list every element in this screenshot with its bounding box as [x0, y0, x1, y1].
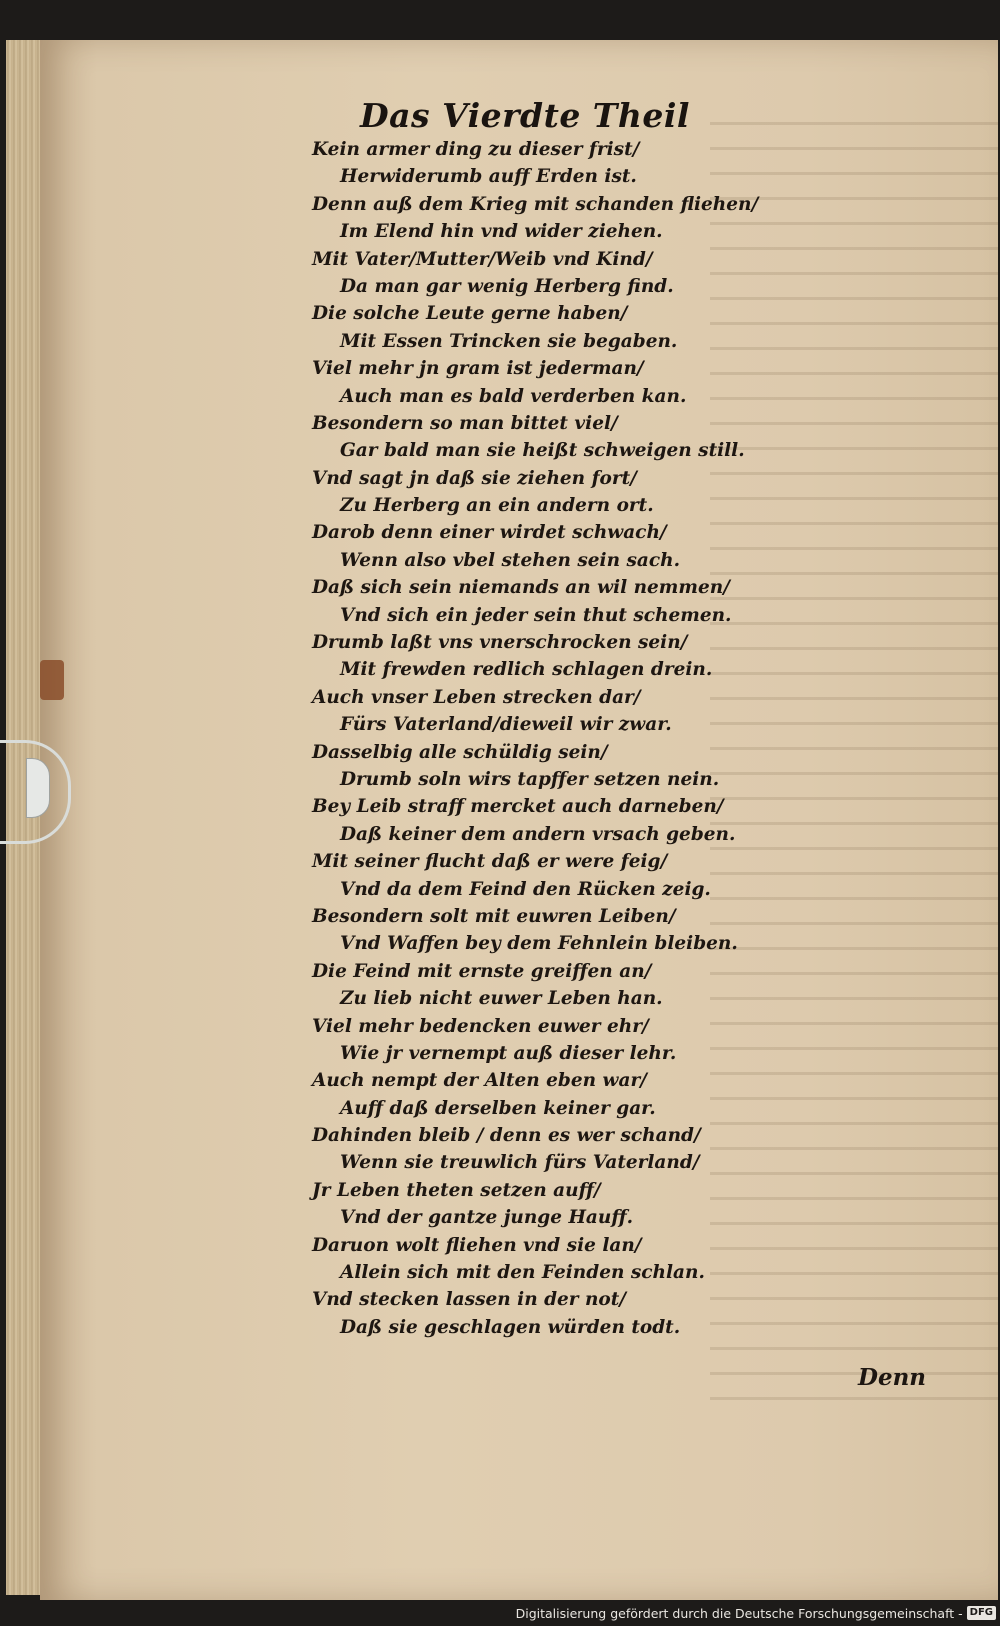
verse-line: Viel mehr jn gram ist jederman/	[312, 358, 644, 380]
verse-line: Auch nempt der Alten eben war/	[312, 1070, 647, 1092]
verse-line: Mit Vater/Mutter/Weib vnd Kind/	[312, 248, 653, 270]
margin-stain	[40, 660, 64, 700]
verse-line: Vnd der gantze junge Hauff.	[340, 1207, 634, 1229]
verse-line: Allein sich mit den Feinden schlan.	[340, 1262, 705, 1284]
verse-line: Denn auß dem Krieg mit schanden fliehen/	[312, 193, 759, 215]
running-head: Das Vierdte Theil	[360, 96, 690, 135]
verse-line: Mit frewden redlich schlagen drein.	[340, 659, 713, 681]
verse-line: Daß sie geschlagen würden todt.	[340, 1316, 681, 1338]
verse-line: Da man gar wenig Herberg find.	[340, 275, 674, 297]
verse-line: Herwiderumb auff Erden ist.	[340, 166, 637, 188]
verse-line: Mit seiner flucht daß er were feig/	[312, 851, 668, 873]
verse-line: Fürs Vaterland/dieweil wir zwar.	[340, 714, 672, 736]
verse-line: Viel mehr bedencken euwer ehr/	[312, 1015, 649, 1037]
verse-block	[312, 136, 759, 1341]
verse-line: Kein armer ding zu dieser frist/	[312, 139, 640, 160]
digitization-footer	[516, 1602, 996, 1624]
catchword: Denn	[858, 1364, 927, 1391]
verse-line: Auch man es bald verderben kan.	[340, 385, 687, 407]
show-through-text	[710, 100, 998, 1400]
dfg-logo-icon: DFG	[967, 1606, 996, 1620]
verse-line: Daruon wolt fliehen vnd sie lan/	[312, 1234, 642, 1256]
verse-line: Besondern solt mit euwren Leiben/	[312, 905, 676, 927]
verse-line: Dahinden bleib / denn es wer schand/	[312, 1125, 701, 1147]
verse-line: Bey Leib straff mercket auch darneben/	[312, 796, 724, 818]
verse-line: Besondern so man bittet viel/	[312, 412, 618, 434]
verse-line: Darob denn einer wirdet schwach/	[312, 522, 667, 544]
funding-credit: Digitalisierung gefördert durch die Deutsche Forschungsgemeinschaft -	[515, 1605, 963, 1621]
verse-line: Vnd sagt jn daß sie ziehen fort/	[312, 467, 637, 489]
verse-line: Auff daß derselben keiner gar.	[340, 1097, 656, 1119]
verse-line: Vnd da dem Feind den Rücken zeig.	[340, 878, 711, 900]
verse-line: Vnd Waffen bey dem Fehnlein bleiben.	[340, 933, 738, 955]
verse-line: Die Feind mit ernste greiffen an/	[312, 960, 652, 982]
verse-line: Dasselbig alle schüldig sein/	[312, 741, 608, 763]
verse-line: Vnd stecken lassen in der not/	[312, 1289, 627, 1311]
verse-line: Wenn sie treuwlich fürs Vaterland/	[340, 1152, 700, 1174]
verse-line: Daß sich sein niemands an wil nemmen/	[312, 577, 730, 599]
verse-line: Zu Herberg an ein andern ort.	[340, 495, 654, 517]
verse-line: Drumb laßt vns vnerschrocken sein/	[312, 632, 688, 654]
verse-line: Daß keiner dem andern vrsach geben.	[340, 823, 736, 845]
verse-line: Zu lieb nicht euwer Leben han.	[340, 988, 663, 1010]
verse-line: Mit Essen Trincken sie begaben.	[340, 330, 678, 352]
verse-line: Gar bald man sie heißt schweigen still.	[340, 440, 745, 462]
verse-line: Vnd sich ein jeder sein thut schemen.	[340, 604, 732, 626]
verse-line: Jr Leben theten setzen auff/	[312, 1179, 601, 1201]
verse-line: Im Elend hin vnd wider ziehen.	[340, 221, 663, 243]
page-clip-pin	[26, 758, 50, 818]
verse-line: Wie jr vernempt auß dieser lehr.	[340, 1042, 677, 1064]
verse-line: Drumb soln wirs tapffer setzen nein.	[340, 768, 720, 790]
verse-line: Wenn also vbel stehen sein sach.	[340, 549, 681, 571]
verse-line: Die solche Leute gerne haben/	[312, 303, 628, 325]
verse-line: Auch vnser Leben strecken dar/	[312, 686, 641, 708]
